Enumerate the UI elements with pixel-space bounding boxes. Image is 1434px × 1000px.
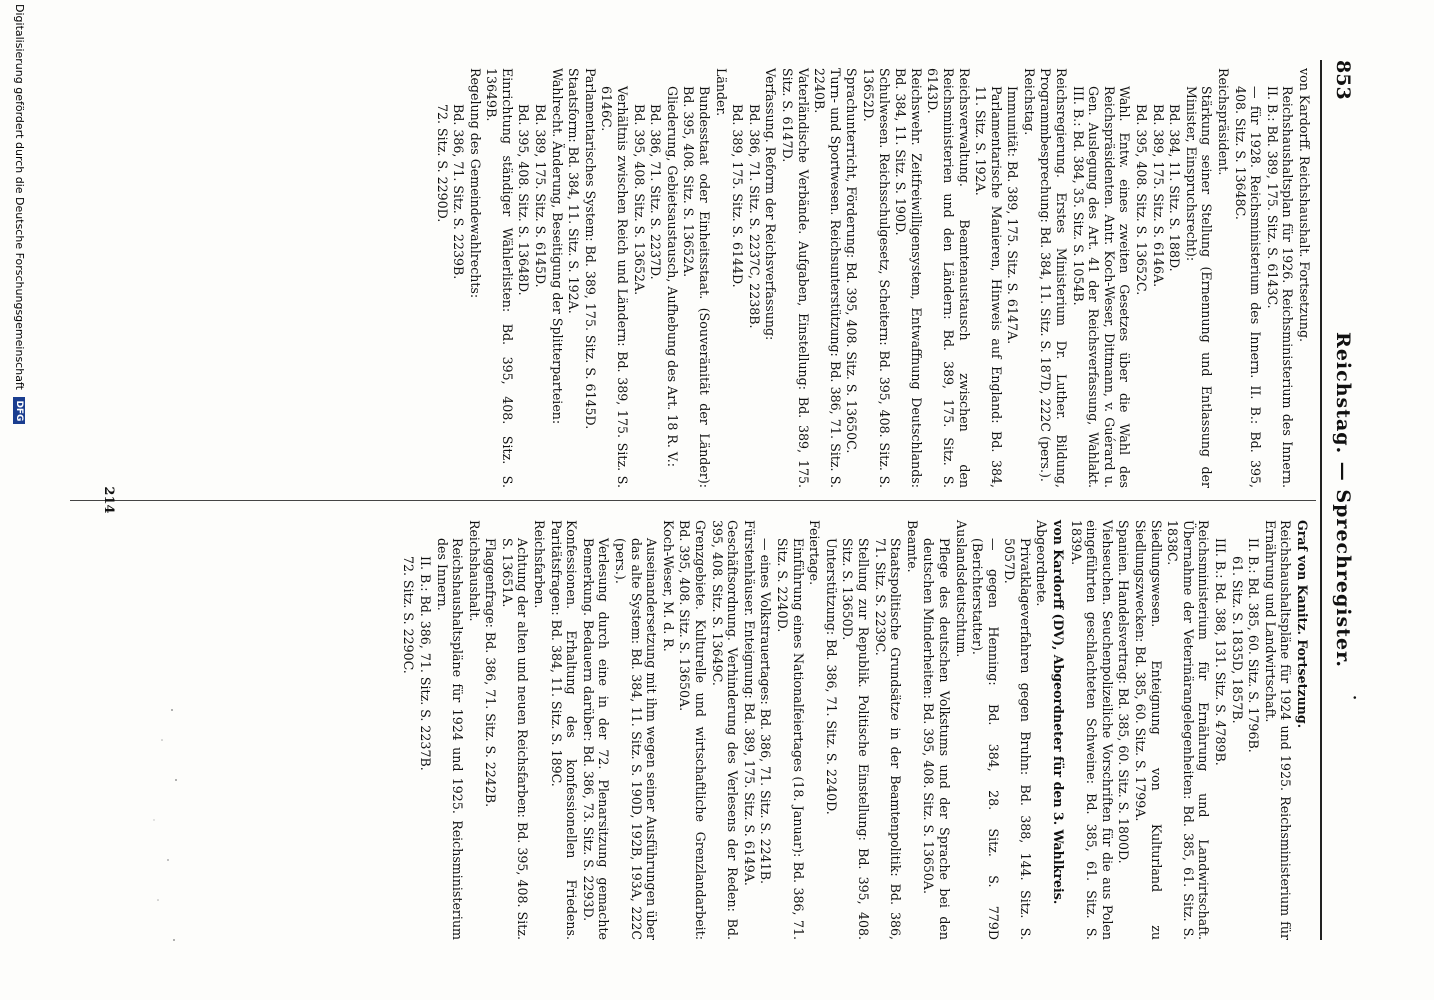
index-entry: — gegen Henning: Bd. 384, 28. Sitz. S. 779D (Berichterstatter). bbox=[970, 538, 1001, 940]
index-entry: Reichstag. bbox=[1021, 68, 1037, 136]
index-entry: Pflege des deutschen Volkstums und der Sprache bei den deutschen Minderheiten: Bd. 395, 408. Sitz. S. 13650A. bbox=[921, 538, 952, 940]
index-entry: Staatsform: Bd. 384, 11. Sitz. S. 192A. bbox=[566, 68, 582, 314]
index-entry: Reichsregierung. Erstes Ministerium Dr. Luther. Bildung, Programmbesprechung: Bd. 384, 11. Sitz. S. 187D, 222C (pers.). bbox=[1038, 68, 1070, 488]
index-entry: Bd. 389, 175. Sitz. S. 6146A. bbox=[1150, 104, 1166, 288]
index-entry: Bd. 384, 11. Sitz. S. 188D. bbox=[1167, 104, 1183, 272]
index-entry: Bd. 389, 175. Sitz. S. 6144D. bbox=[730, 104, 746, 288]
scan-noise bbox=[144, 700, 184, 960]
index-entry: 72. Sitz. S. 2290D. bbox=[434, 104, 450, 223]
index-entry: 61. Sitz. S. 1835D, 1857B. bbox=[1229, 556, 1245, 724]
index-entry: 72. Sitz. S. 2290C. bbox=[401, 556, 417, 674]
index-entry: Reichswehr. Zeitfreiwilligensystem, Entwaffnung Deutschlands: Bd. 384, 11. Sitz. S. 190D. bbox=[893, 68, 924, 488]
index-entry: Reichshaushaltspläne für 1924 und 1925. Reichsministerium des Innern. bbox=[434, 538, 466, 940]
index-entry: Bd. 386, 71. Sitz. S. 2237D. bbox=[648, 104, 664, 280]
index-entry: Koch-Weser, M. d. R. bbox=[660, 520, 676, 652]
index-entry: Gliederung, Gebietsaustausch, Aufhebung des Art. 18 R. V.: bbox=[664, 86, 680, 467]
index-entry: Flaggenfrage: Bd. 386, 71. Sitz. S. 2242B. bbox=[483, 538, 499, 808]
left-column bbox=[433, 68, 1312, 488]
index-entry: Wahlrecht. Änderung, Beseitigung der Splitterparteien: bbox=[549, 68, 565, 425]
index-entry: Graf von Kanitz. Fortsetzung. bbox=[1295, 520, 1310, 729]
index-entry: Verlesung durch eine in der 72. Plenarsitzung gemachte Bemerkung. Bedauern darüber: Bd. 386, 73. Sitz. S. 2293D. bbox=[580, 538, 612, 940]
digitization-note-text: Digitalisierung gefördert durch die Deutsche Forschungsgemeinschaft bbox=[13, 4, 26, 390]
index-entry: Bd. 389, 175. Sitz. S. 6145D. bbox=[533, 104, 549, 288]
page-header bbox=[1326, 60, 1362, 940]
index-entry: Einführung eines Nationalfeiertages (18. Januar): Bd. 386, 71. Sitz. S. 2240D. bbox=[775, 538, 806, 940]
index-entry: Reichshaushaltsplan für 1926. Reichsministerium des Innern. II. B.: Bd. 389, 175. Sitz. S. 6143C. bbox=[1264, 86, 1296, 488]
index-entry: Reichshaushaltspläne für 1924 und 1925. Reichsministerium für Ernährung und Landwirtschaft. bbox=[1262, 520, 1294, 940]
index-entry: — eines Volkstrauertages: Bd. 386, 71. Sitz. S. 2241B. bbox=[758, 538, 774, 884]
index-entry: Fürstenhäuser. Enteignung: Bd. 389, 175. Sitz. S. 6149A. bbox=[741, 520, 757, 886]
right-column bbox=[400, 520, 1312, 940]
running-title: Reichstag. — Sprechregister. bbox=[1332, 332, 1354, 668]
index-entry: Geschäftsordnung. Verhinderung des Verlesens der Reden: Bd. 395, 408. Sitz. S. 13649C. bbox=[709, 520, 741, 940]
index-entry: Bd. 395, 408. Sitz. S. 13648D. bbox=[516, 104, 532, 296]
index-entry: von Kardorff (DV), Abgeordneter für den 3. Wahlkreis. bbox=[1051, 520, 1067, 905]
index-entry: Grenzgebiete. Kulturelle und wirtschaftliche Grenzlandarbeit: Bd. 395, 408. Sitz. S. 13650A. bbox=[677, 520, 709, 940]
index-entry: Privatklageverfahren gegen Bruhn: Bd. 388, 144. Sitz. S. 5057D. bbox=[1002, 538, 1033, 940]
index-entry: Bd. 386, 71. Sitz. S. 2239B. bbox=[451, 104, 467, 280]
page-footer-number: 214 bbox=[101, 486, 116, 514]
index-entry: II. B.: Bd. 386, 71. Sitz. S. 2237B. bbox=[417, 556, 433, 771]
digitization-note bbox=[13, 4, 26, 424]
index-entry: Verfassung. Reform der Reichsverfassung: bbox=[763, 68, 779, 341]
index-entry: Stärkung seiner Stellung (Ernennung und Entlassung der Minister, Einspruchsrecht): bbox=[1183, 86, 1215, 488]
index-entry: Einrichtung ständiger Wählerlisten: Bd. 395, 408. Sitz. S. 13649B. bbox=[484, 68, 515, 488]
index-entry: Reichsverwaltung. Beamtenaustausch zwischen den Reichsministerien und den Ländern: Bd. 389, 175. Sitz. S. 6143D. bbox=[925, 68, 972, 488]
index-entry: Bd. 395, 408. Sitz. S. 13652A. bbox=[631, 104, 647, 296]
index-entry: Bundesstaat oder Einheitsstaat. (Souveränität der Länder): Bd. 395, 408. Sitz. S. 13652A. bbox=[681, 86, 713, 488]
index-entry: II. B.: Bd. 385, 60. Sitz. S. 1796B. bbox=[1246, 538, 1262, 753]
page-number: 853 bbox=[1332, 60, 1354, 100]
index-entry: Beamte. bbox=[904, 520, 920, 573]
dfg-logo: DFG bbox=[13, 397, 25, 424]
index-entry: Vaterländische Verbände. Aufgaben, Einstellung: Bd. 389, 175. Sitz. S. 6147D. bbox=[780, 68, 811, 488]
index-entry: Auseinandersetzung mit ihm wegen seiner Ausführungen über das alte System: Bd. 384, 11. Sitz. S. 190D, 192B, 193A, 222C (pers.). bbox=[613, 538, 660, 940]
index-entry: Spanien. Handelsvertrag: Bd. 385, 60. Sitz. S. 1800D. bbox=[1116, 520, 1132, 864]
index-entry: Reichsfarben. bbox=[532, 520, 548, 609]
header-dot: · bbox=[1346, 695, 1362, 700]
index-entry: Verhältnis zwischen Reich und Ländern: Bd. 389, 175. Sitz. S. 6146C. bbox=[599, 86, 631, 488]
index-entry: Schulwesen. Reichsschulgesetz, Scheitern: Bd. 395, 408. Sitz. S. 13652D. bbox=[860, 68, 892, 488]
index-entry: Viehseuchen. Seuchenpolizeiliche Vorschriften für die aus Polen eingeführten geschlachteten Schweine: Bd. 385, 61. Sitz. S. 1839A. bbox=[1068, 520, 1115, 940]
index-entry: III. B.: Bd. 388, 131. Sitz. S. 4789B. bbox=[1213, 538, 1229, 766]
index-entry: Siedlungswesen. Enteignung von Kulturland zu Siedlungszwecken: Bd. 385, 60. Sitz. S. 1799A. bbox=[1133, 520, 1164, 940]
index-entry: Immunität: Bd. 389, 175. Sitz. S. 6147A. bbox=[1005, 86, 1021, 345]
index-entry: — für 1928. Reichsministerium des Innern. II. B.: Bd. 395, 408. Sitz. S. 13648C. bbox=[1232, 86, 1264, 488]
index-entry: von Kardorff. Reichshaushalt. Fortsetzung. bbox=[1297, 68, 1312, 343]
index-entry: Abgeordnete. bbox=[1034, 520, 1050, 607]
index-entry: Länder. bbox=[713, 68, 729, 117]
index-entry: Achtung der alten und neuen Reichsfarben: Bd. 395, 408. Sitz. S. 13651A. bbox=[499, 538, 531, 940]
header-rule bbox=[1320, 60, 1322, 940]
index-entry: Wahl. Entw. eines zweiten Gesetzes über die Wahl des Reichspräsidenten. Antr. Koch-Weser, Dittmann, v. Guérard u. Gen. Auslegung des Art. 41 der Reichsverfassung, Wahlakt. III. B.: Bd. 384, 35. Sitz. S. 1054B. bbox=[1070, 86, 1133, 488]
index-entry: Bd. 386, 71. Sitz. S. 2237C, 2238B. bbox=[746, 104, 762, 329]
column-divider bbox=[70, 500, 1316, 501]
index-entry: Regelung des Gemeindewahlrechts: bbox=[467, 68, 483, 299]
index-entry: Staatspolitische Grundsätze in der Beamtenpolitik: Bd. 386, 71. Sitz. S. 2239C. bbox=[872, 538, 904, 940]
index-entry: Reichspräsident. bbox=[1216, 68, 1232, 176]
index-entry: Parlamentarisches System: Bd. 389, 175. Sitz. S. 6145D. bbox=[582, 68, 598, 430]
index-entry: Stellung zur Republik. Politische Einstellung: Bd. 395, 408. Sitz. S. 13650D. bbox=[840, 538, 871, 940]
index-entry: Auslandsdeutschtum. bbox=[953, 520, 969, 658]
index-entry: Sprachunterricht, Förderung: Bd. 395, 408. Sitz. S. 13650C. bbox=[844, 68, 860, 454]
index-entry: Konfessionen. Erhaltung des konfessionellen Friedens. Paritätsfragen: Bd. 384, 11. Sitz. S. 189C. bbox=[548, 520, 580, 940]
index-entry: Unterstützung: Bd. 386, 71. Sitz. S. 2240D. bbox=[823, 538, 839, 815]
index-entry: Reichsministerium für Ernährung und Landwirtschaft. Übernahme der Veterinärangelegenheiten: Bd. 385, 61. Sitz. S. 1838C. bbox=[1165, 520, 1212, 940]
index-entry: Feiertage. bbox=[807, 520, 823, 586]
index-entry: Reichshaushalt. bbox=[466, 520, 482, 622]
index-entry: Bd. 395, 408. Sitz. S. 13652C. bbox=[1134, 104, 1150, 296]
index-entry: Parlamentarische Manieren, Hinweis auf England: Bd. 384, 11. Sitz. S. 192A. bbox=[973, 86, 1004, 488]
index-entry: Turn- und Sportwesen. Reichsunterstützung: Bd. 386, 71. Sitz. S. 2240B. bbox=[812, 68, 843, 488]
